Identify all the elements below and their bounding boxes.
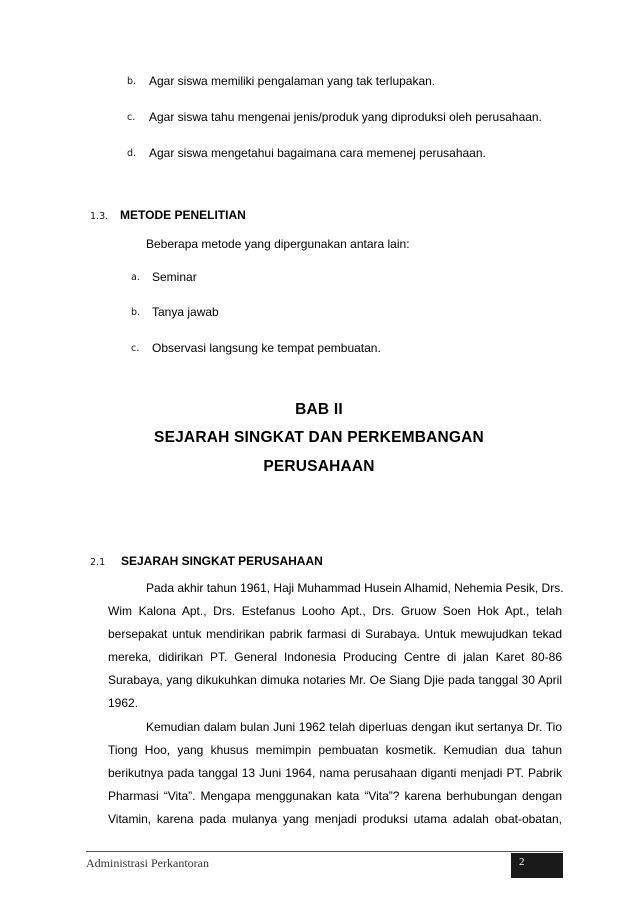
chapter-title-continued: PERUSAHAAN xyxy=(263,458,375,475)
list-label-c: c. xyxy=(127,112,136,123)
list-item-text: Tanya jawab xyxy=(152,305,219,319)
paragraph-line: bersepakat untuk mendirikan pabrik farmasi di Surabaya. Untuk mewujudkan tekad xyxy=(108,627,562,641)
page-number-box xyxy=(511,853,563,878)
section-number: 2.1 xyxy=(90,557,106,568)
list-item-text: Agar siswa tahu mengenai jenis/produk yang diproduksi oleh perusahaan. xyxy=(149,110,542,124)
paragraph-1 xyxy=(108,577,562,715)
footer-title: Administrasi Perkantoran xyxy=(86,856,209,870)
section-number: 1.3. xyxy=(90,211,109,222)
paragraph-line: Vitamin, karena pada mulanya yang menjadi produksi utama adalah obat-obatan, xyxy=(108,812,562,826)
paragraph-line: berikutnya pada tanggal 13 Juni 1964, nama perusahaan diganti menjadi PT. Pabrik xyxy=(108,766,562,780)
chapter-label: BAB II xyxy=(295,401,343,418)
section-heading: METODE PENELITIAN xyxy=(120,208,246,222)
paragraph-line: Tiong Hoo, yang khusus memimpin pembuatan kosmetik. Kemudian dua tahun xyxy=(108,743,562,757)
list-label-b: b. xyxy=(131,307,141,318)
list-label-a: a. xyxy=(131,272,140,283)
paragraph-line: Pharmasi “Vita”. Mengapa menggunakan kata “Vita”? karena berhubungan dengan xyxy=(108,789,562,803)
list-label-b: b. xyxy=(127,76,137,87)
paragraph-line: Wim Kalona Apt., Drs. Estefanus Looho Apt., Drs. Gruow Soen Hok Apt., telah xyxy=(108,604,562,618)
list-label-d: d. xyxy=(127,148,137,159)
paragraph-line: 1962. xyxy=(108,696,139,710)
paragraph-line: Pada akhir tahun 1961, Haji Muhammad Husein Alhamid, Nehemia Pesik, Drs. xyxy=(146,581,564,595)
paragraph-line: mereka, didirikan PT. General Indonesia Producing Centre di jalan Karet 80-86 xyxy=(108,650,562,664)
list-item-text: Agar siswa mengetahui bagaimana cara memenej perusahaan. xyxy=(149,146,486,160)
list-item-text: Observasi langsung ke tempat pembuatan. xyxy=(152,341,381,355)
paragraph-line: Surabaya, yang dikukuhkan dimuka notaries Mr. Oe Siang Djie pada tanggal 30 April xyxy=(108,673,562,687)
section-intro: Beberapa metode yang dipergunakan antara lain: xyxy=(146,237,410,251)
chapter-title: SEJARAH SINGKAT DAN PERKEMBANGAN xyxy=(154,429,484,446)
list-item-text: Agar siswa memiliki pengalaman yang tak terlupakan. xyxy=(149,74,436,88)
list-item-text: Seminar xyxy=(152,270,197,284)
paragraph-line: Kemudian dalam bulan Juni 1962 telah diperluas dengan ikut sertanya Dr. Tio xyxy=(146,720,562,734)
footer-divider xyxy=(86,851,563,852)
list-label-c: c. xyxy=(131,343,140,354)
paragraph-2 xyxy=(108,716,562,831)
section-heading: SEJARAH SINGKAT PERUSAHAAN xyxy=(121,554,323,568)
page-number: 2 xyxy=(519,856,525,868)
